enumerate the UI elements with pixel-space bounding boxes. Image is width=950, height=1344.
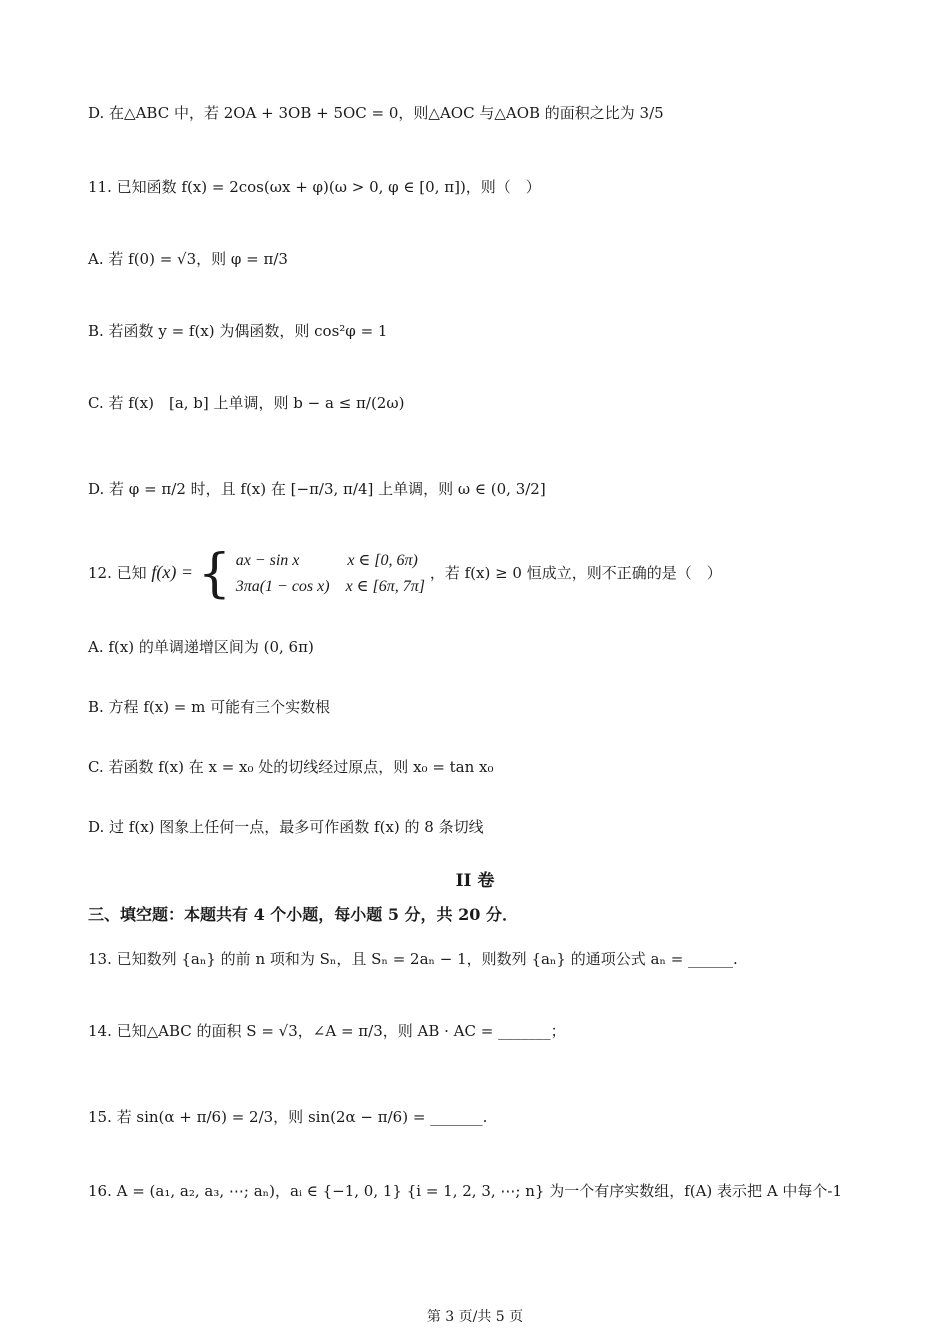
q11-option-b: B. 若函数 y = f(x) 为偶函数，则 cos²φ = 1 [88,322,388,340]
q15: 15. 若 sin(α + π/6) = 2/3，则 sin(2α − π/6) = _______. [88,1108,488,1126]
section-three-heading: 三、填空题：本题共有 4 个小题，每小题 5 分，共 20 分． [88,905,518,924]
q13: 13. 已知数列 {aₙ} 的前 n 项和为 Sₙ，且 Sₙ = 2aₙ − 1，则数列 {aₙ} 的通项公式 aₙ = ______. [88,950,738,968]
q12-option-a: A. f(x) 的单调递增区间为 (0, 6π) [88,638,314,656]
q11-option-a: A. 若 f(0) = √3，则 φ = π/3 [88,250,288,268]
q12-function-label: f(x) = [151,562,194,582]
q10-option-d: D. 在△ABC 中，若 2OA + 3OB + 5OC = 0，则△AOC 与△AOB 的面积之比为 3/5 [88,104,664,122]
q12-stem-suffix: ，若 f(x) ≥ 0 恒成立，则不正确的是（ ） [429,564,722,582]
q12-option-c: C. 若函数 f(x) 在 x = x₀ 处的切线经过原点，则 x₀ = tan x₀ [88,758,494,776]
q16: 16. A = (a₁, a₂, a₃, ⋯; aₙ)，aᵢ ∈ {−1, 0, 1} {i = 1, 2, 3, ⋯; n} 为一个有序实数组，f(A) 表示把 A 中每个-1 [88,1182,843,1200]
q14: 14. 已知△ABC 的面积 S = √3，∠A = π/3，则 AB · AC = _______； [88,1022,566,1040]
q11-stem: 11. 已知函数 f(x) = 2cos(ωx + φ)(ω > 0, φ ∈ [0, π])，则（ ） [88,178,541,196]
part-two-heading: II 卷 [455,871,495,891]
piece-case-1: ax − sin x x ∈ [0, 6π) [235,552,418,569]
q12-option-b: B. 方程 f(x) = m 可能有三个实数根 [88,698,331,716]
q12-option-d: D. 过 f(x) 图象上任何一点，最多可作函数 f(x) 的 8 条切线 [88,818,484,836]
piecewise-brace: { [197,544,231,604]
piecewise-cases [236,548,425,600]
page-footer: 第 3 页/共 5 页 [426,1309,524,1325]
q11-option-d: D. 若 φ = π/2 时，且 f(x) 在 [−π/3, π/4] 上单调，则 ω ∈ (0, 3/2] [88,480,546,498]
q11-option-c: C. 若 f(x) [a, b] 上单调，则 b − a ≤ π/(2ω) [88,394,405,412]
q12-stem-prefix: 12. 已知 [88,564,147,582]
q12-stem [88,544,910,604]
piece-case-2: 3πa(1 − cos x) x ∈ [6π, 7π] [235,578,426,595]
